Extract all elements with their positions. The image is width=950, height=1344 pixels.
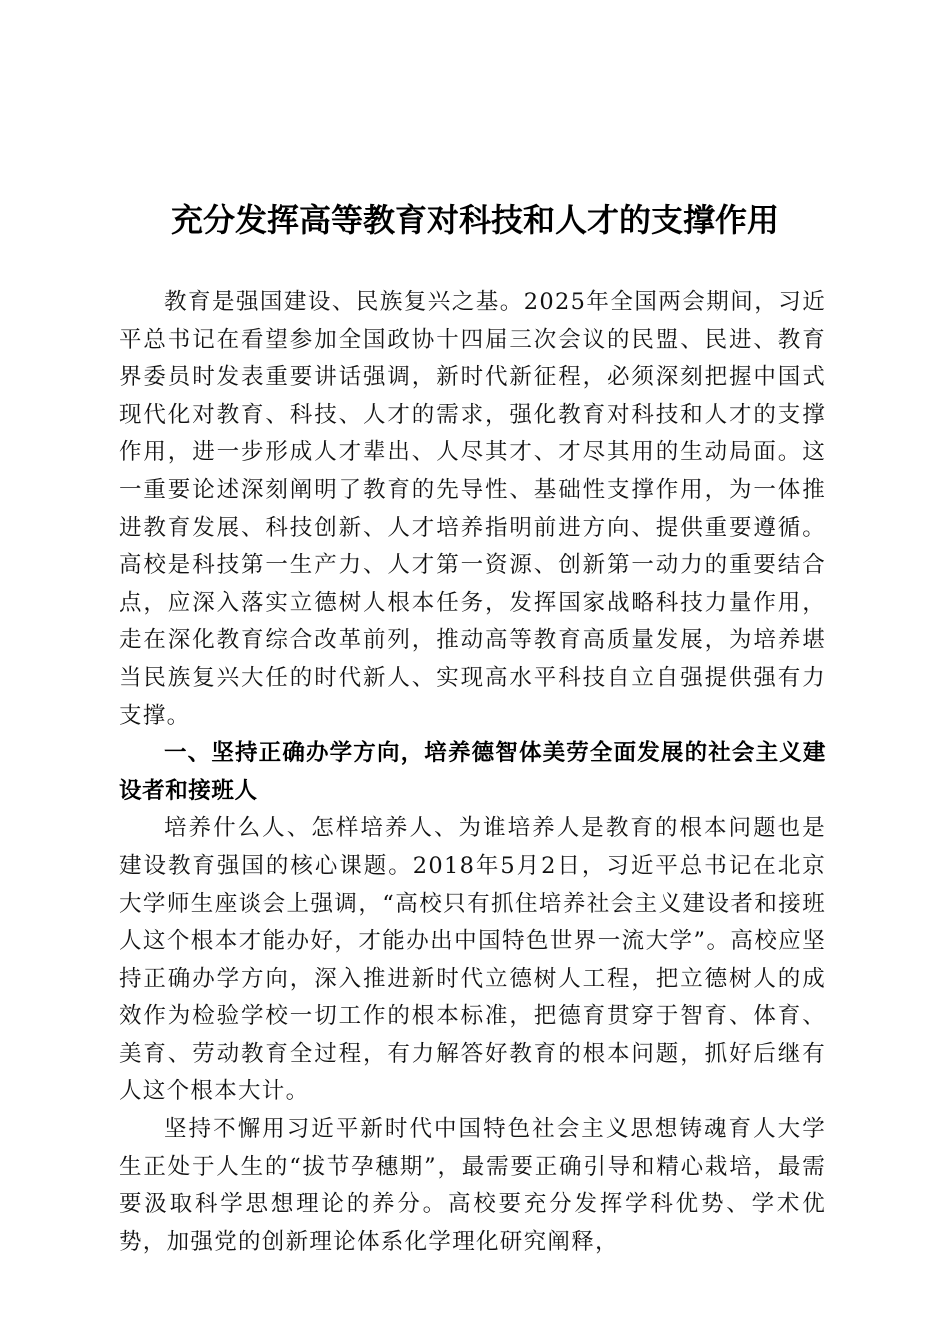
intro-paragraph: 教育是强国建设、民族复兴之基。2025年全国两会期间，习近平总书记在看望参加全国政协十四届三次会议的民盟、民进、教育界委员时发表重要讲话强调，新时代新征程，必须深刻把握中国式现代化对教育、科技、人才的需求，强化教育对科技和人才的支撑作用，进一步形成人才辈出、人尽其才、才尽其用的生动局面。这一重要论述深刻阐明了教育的先导性、基础性支撑作用，为一体推进教育发展、科技创新、人才培养指明前进方向、提供重要遵循。高校是科技第一生产力、人才第一资源、创新第一动力的重要结合点，应深入落实立德树人根本任务，发挥国家战略科技力量作用，走在深化教育综合改革前列，推动高等教育高质量发展，为培养堪当民族复兴大任的时代新人、实现高水平科技自立自强提供强有力支撑。 <box>119 289 826 729</box>
section-heading-1: 一、坚持正确办学方向，培养德智体美劳全面发展的社会主义建设者和接班人 <box>119 740 826 804</box>
body-paragraph: 坚持不懈用习近平新时代中国特色社会主义思想铸魂育人大学生正处于人生的“拔节孕穗期”，最需要正确引导和精心栽培，最需要汲取科学思想理论的养分。高校要充分发挥学科优势、学术优势，加强党的创新理论体系化学理化研究阐释， <box>119 1116 826 1255</box>
document-title: 充分发挥高等教育对科技和人才的支撑作用 <box>170 201 779 239</box>
body-paragraph: 培养什么人、怎样培养人、为谁培养人是教育的根本问题也是建设教育强国的核心课题。2018年5月2日，习近平总书记在北京大学师生座谈会上强调，“高校只有抓住培养社会主义建设者和接班人这个根本才能办好，才能办出中国特色世界一流大学”。高校应坚持正确办学方向，深入推进新时代立德树人工程，把立德树人的成效作为检验学校一切工作的根本标准，把德育贯穿于智育、体育、美育、劳动教育全过程，有力解答好教育的根本问题，抓好后继有人这个根本大计。 <box>119 815 826 1105</box>
document-body <box>119 284 826 1261</box>
